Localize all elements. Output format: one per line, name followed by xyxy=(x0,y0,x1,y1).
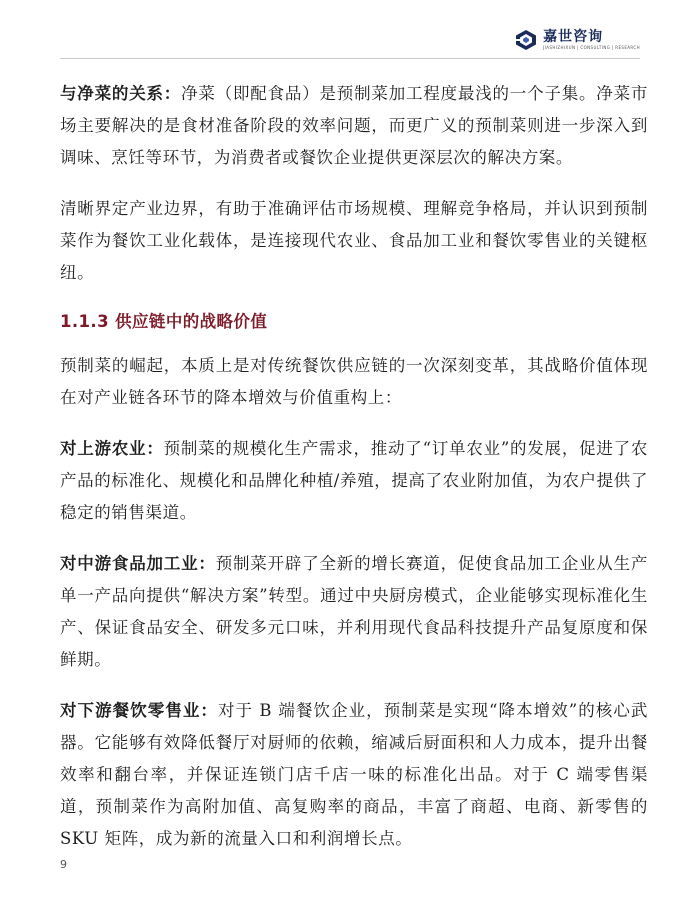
paragraph-industry-boundary xyxy=(60,193,648,289)
page-header xyxy=(60,18,640,59)
page-number: 9 xyxy=(60,858,67,871)
paragraph-text: 清晰界定产业边界，有助于准确评估市场规模、理解竞争格局，并认识到预制菜作为餐饮工业化载体，是连接现代农业、食品加工业和餐饮零售业的关键枢纽。 xyxy=(60,199,648,282)
paragraph-lead: 与净菜的关系： xyxy=(60,84,182,103)
jiashi-logo-icon xyxy=(515,29,537,51)
paragraph-text: 预制菜的崛起，本质上是对传统餐饮供应链的一次深刻变革，其战略价值体现在对产业链各环节的降本增效与价值重构上： xyxy=(60,356,648,407)
paragraph-midstream xyxy=(60,548,648,676)
paragraph-text: 预制菜的规模化生产需求，推动了“订单农业”的发展，促进了农产品的标准化、规模化和品牌化种植/养殖，提高了农业附加值，为农户提供了稳定的销售渠道。 xyxy=(60,439,648,522)
document-body xyxy=(60,78,648,874)
paragraph-upstream xyxy=(60,433,648,529)
logo-tagline: JIASHIZHIXUN | CONSULTING | RESEARCH xyxy=(543,45,640,50)
paragraph-text: 预制菜开辟了全新的增长赛道，促使食品加工企业从生产单一产品向提供“解决方案”转型。通过中央厨房模式，企业能够实现标准化生产、保证食品安全、研发多元口味，并利用现代食品科技提升产品复原度和保鲜期。 xyxy=(60,554,648,669)
company-logo xyxy=(515,28,640,52)
logo-name: 嘉世咨询 xyxy=(543,29,604,45)
paragraph-lead: 对中游食品加工业： xyxy=(60,554,216,573)
paragraph-lead: 对下游餐饮零售业： xyxy=(60,701,218,720)
section-title: 1.1.3 供应链中的战略价值 xyxy=(60,312,268,331)
paragraph-text: 对于 B 端餐饮企业，预制菜是实现“降本增效”的核心武器。它能够有效降低餐厅对厨师的依赖，缩减后厨面积和人力成本，提升出餐效率和翻台率，并保证连锁门店千店一味的标准化出品。对于 C 端零售渠道，预制菜作为高附加值、高复购率的商品，丰富了商超、电商、新零售的 SKU 矩阵，成为新的流量入口和利润增长点。 xyxy=(60,701,648,848)
paragraph-jingcai-relation xyxy=(60,78,648,174)
paragraph-text: 净菜（即配食品）是预制菜加工程度最浅的一个子集。净菜市场主要解决的是食材准备阶段的效率问题，而更广义的预制菜则进一步深入到调味、烹饪等环节，为消费者或餐饮企业提供更深层次的解决方案。 xyxy=(60,84,649,167)
paragraph-lead: 对上游农业： xyxy=(60,439,164,458)
paragraph-strategic-intro xyxy=(60,350,648,414)
paragraph-downstream xyxy=(60,695,648,855)
